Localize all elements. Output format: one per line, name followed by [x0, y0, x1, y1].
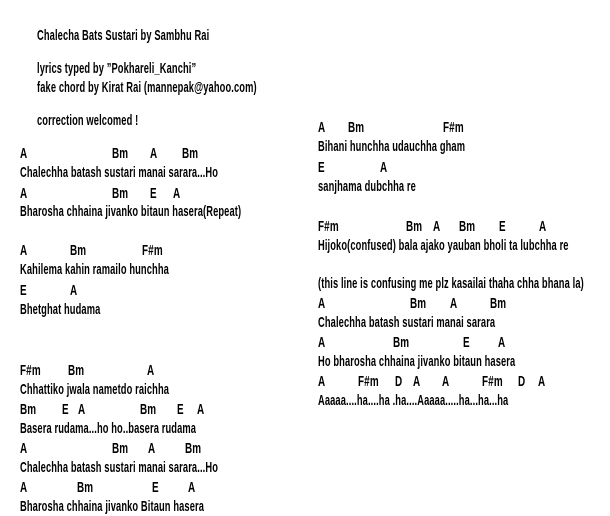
chord-A: A: [20, 185, 28, 202]
chord-A: A: [413, 373, 421, 390]
chord-Fsharpm: F#m: [482, 373, 503, 390]
comment-line: [318, 276, 610, 292]
chord-A: A: [318, 295, 326, 312]
lyric-line: [20, 262, 260, 278]
chord-Bm: Bm: [20, 401, 37, 418]
lyric-line: [20, 165, 339, 181]
chord-A: A: [78, 401, 86, 418]
lyric-text: Hijoko(confused) bala ajako yauban bholi ta lubchha re: [318, 237, 569, 254]
chord-Bm: Bm: [112, 440, 129, 457]
lyric-text: Bharosha chhaina jivanko Bitaun hasera: [20, 498, 205, 515]
lyric-text: Chhattiko jwala nametdo raichha: [20, 381, 170, 398]
chord-Bm: Bm: [182, 145, 199, 162]
correction-note-text: correction welcomed !: [36, 112, 138, 129]
page-title-text: Chalecha Bats Sustari by Sambhu Rai: [36, 27, 209, 44]
chord-A: A: [70, 282, 78, 299]
lyric-text: Ho bharosha chhaina jivanko bitaun hasera: [318, 353, 516, 370]
chord-Bm: Bm: [348, 119, 365, 136]
chord-D: D: [395, 373, 403, 390]
lyric-text: Bihani hunchha udauchha gham: [318, 138, 466, 155]
lyric-text: Kahilema kahin ramailo hunchha: [20, 261, 169, 278]
chord-E: E: [318, 159, 325, 176]
chord-A: A: [20, 145, 28, 162]
lyric-line: [318, 315, 604, 331]
comment-text: (this line is confusing me plz kasailai thaha chha bhana la): [318, 275, 584, 292]
credit-lyrics-typed-by: [20, 46, 294, 77]
chord-A: A: [318, 119, 326, 136]
chord-E: E: [463, 334, 470, 351]
chord-A: A: [20, 440, 28, 457]
chord-Bm: Bm: [490, 295, 507, 312]
chord-Fsharpm: F#m: [358, 373, 379, 390]
chord-Bm: Bm: [77, 479, 94, 496]
chord-E: E: [177, 401, 184, 418]
chord-E: E: [152, 479, 159, 496]
chord-Bm: Bm: [68, 362, 85, 379]
lyric-line: [20, 302, 150, 318]
lyric-text: Chalechha batash sustari manai sarara...Ho: [20, 459, 219, 476]
lyric-line: [318, 238, 610, 254]
chord-Fsharpm: F#m: [443, 119, 464, 136]
chord-A: A: [538, 373, 546, 390]
lyric-text: Bharosha chhaina jivanko bitaun hasera(Repeat): [20, 203, 242, 220]
chord-A: A: [442, 373, 450, 390]
chord-E: E: [499, 218, 506, 235]
chord-Bm: Bm: [406, 218, 423, 235]
lyric-text: Bhetghat hudama: [20, 301, 101, 318]
credit-chords-text: fake chord by Kirat Rai (mannepak@yahoo.com): [36, 79, 257, 96]
credit-fake-chord-by: [20, 65, 391, 96]
chord-Bm: Bm: [140, 401, 157, 418]
chord-A: A: [380, 159, 388, 176]
chord-E: E: [62, 401, 69, 418]
page-title: [20, 13, 315, 44]
chord-A: A: [188, 479, 196, 496]
lyric-text: Chalechha batash sustari manai sarara: [318, 314, 496, 331]
chord-Bm: Bm: [70, 242, 87, 259]
chord-A: A: [450, 295, 458, 312]
lyric-line: [318, 393, 610, 409]
chord-Fsharpm: F#m: [318, 218, 339, 235]
chord-A: A: [20, 479, 28, 496]
chord-A: A: [173, 185, 181, 202]
chord-Fsharpm: F#m: [20, 362, 41, 379]
lyric-line: [20, 499, 317, 515]
chord-A: A: [498, 334, 506, 351]
chord-E: E: [150, 185, 157, 202]
chord-Bm: Bm: [112, 185, 129, 202]
lyric-line: [318, 179, 476, 195]
lyric-line: [20, 421, 304, 437]
chord-A: A: [20, 242, 28, 259]
chord-E: E: [20, 282, 27, 299]
chord-Bm: Bm: [459, 218, 476, 235]
correction-note: [20, 98, 200, 129]
lyric-text: Aaaaa....ha....ha .ha....Aaaaa.....ha...ha...ha: [318, 392, 509, 409]
chord-Fsharpm: F#m: [142, 242, 163, 259]
chord-A: A: [318, 373, 326, 390]
credit-lyrics-text: lyrics typed by ”Pokhareli_Kanchi”: [36, 60, 196, 77]
lyric-text: Chalechha batash sustari manai sarara...Ho: [20, 164, 219, 181]
chord-A: A: [150, 145, 158, 162]
chord-A: A: [539, 218, 547, 235]
chord-A: A: [318, 334, 326, 351]
lyric-line: [318, 139, 555, 155]
chord-Bm: Bm: [112, 145, 129, 162]
chord-D: D: [518, 373, 526, 390]
lyric-text: sanjhama dubchha re: [318, 178, 416, 195]
chord-Bm: Bm: [185, 440, 202, 457]
lyric-line: [20, 460, 339, 476]
chord-Bm: Bm: [393, 334, 410, 351]
lyric-line: [318, 354, 610, 370]
chord-A: A: [433, 218, 441, 235]
chord-Bm: Bm: [410, 295, 427, 312]
chord-A: A: [147, 362, 155, 379]
chord-A: A: [148, 440, 156, 457]
lyric-text: Basera rudama...ho ho..basera rudama: [20, 420, 197, 437]
lyric-line: [20, 382, 260, 398]
chord-A: A: [197, 401, 205, 418]
